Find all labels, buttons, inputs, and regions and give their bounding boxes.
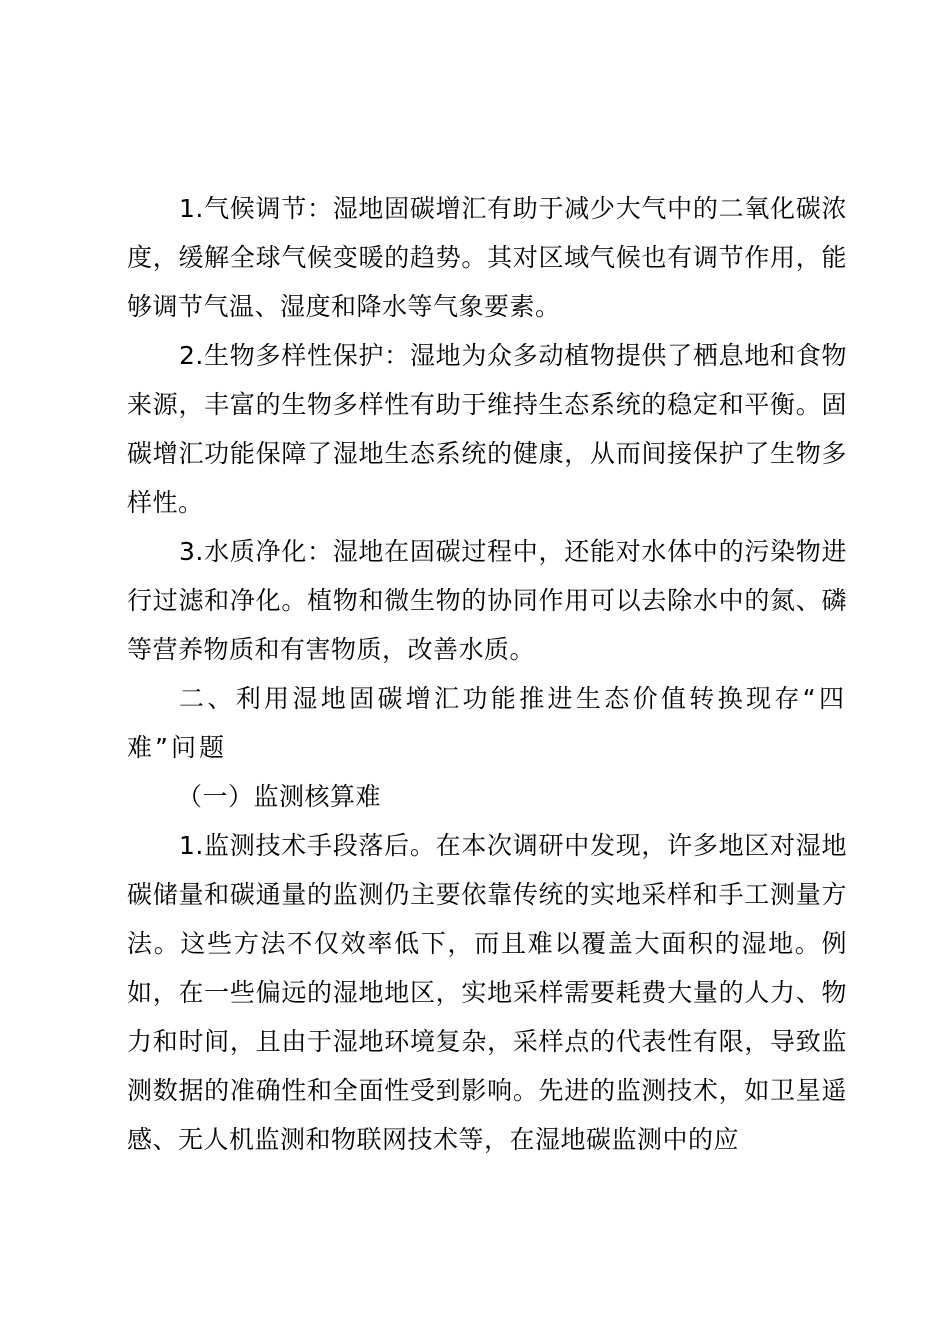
- document-body: [127, 184, 847, 1164]
- section-heading: 二、利用湿地固碳增汇功能推进生态价值转换现存“四难”问题: [127, 684, 847, 762]
- paragraph-climate-regulation: 1.气候调节：湿地固碳增汇有助于减少大气中的二氧化碳浓度，缓解全球气候变暖的趋势。其对区域气候也有调节作用，能够调节气温、湿度和降水等气象要素。: [127, 194, 847, 321]
- paragraph-biodiversity-protection: 2.生物多样性保护：湿地为众多动植物提供了栖息地和食物来源，丰富的生物多样性有助于维持生态系统的稳定和平衡。固碳增汇功能保障了湿地生态系统的健康，从而间接保护了生物多样性。: [127, 341, 847, 517]
- paragraph-water-purification: 3.水质净化：湿地在固碳过程中，还能对水体中的污染物进行过滤和净化。植物和微生物的协同作用可以去除水中的氮、磷等营养物质和有害物质，改善水质。: [127, 537, 847, 664]
- paragraph-monitoring-technology: 1.监测技术手段落后。在本次调研中发现，许多地区对湿地碳储量和碳通量的监测仍主要依靠传统的实地采样和手工测量方法。这些方法不仅效率低下，而且难以覆盖大面积的湿地。例如，在一些偏远的湿地地区，实地采样需要耗费大量的人力、物力和时间，且由于湿地环境复杂，采样点的代表性有限，导致监测数据的准确性和全面性受到影响。先进的监测技术，如卫星遥感、无人机监测和物联网技术等，在湿地碳监测中的应: [127, 831, 847, 1154]
- subsection-heading: （一）监测核算难: [177, 782, 382, 811]
